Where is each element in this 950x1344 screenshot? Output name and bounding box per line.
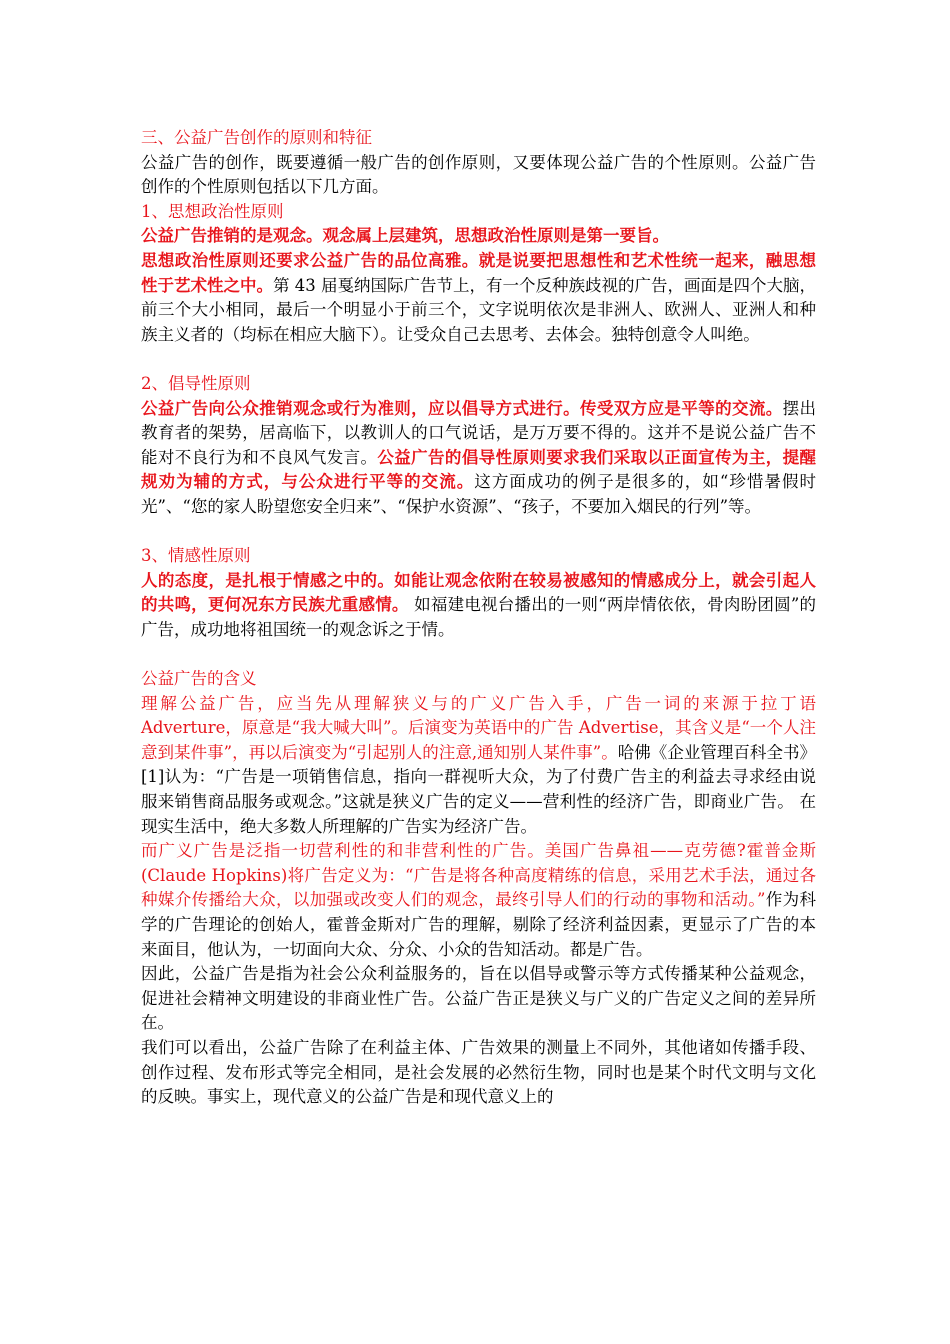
- spacer: [141, 520, 816, 545]
- principle-1-lead: 公益广告推销的是观念。观念属上层建筑，思想政治性原则是第一要旨。: [141, 226, 669, 246]
- principle-2-emphasis-1: 公益广告向公众推销观念或行为准则，应以倡导方式进行。传受双方应是平等的交流。: [141, 398, 783, 418]
- spacer: [141, 347, 816, 372]
- principle-3-paragraph: [141, 569, 816, 643]
- principle-2-heading: 2、倡导性原则: [141, 373, 251, 393]
- principle-2-paragraph: [141, 397, 816, 520]
- meaning-paragraph-4: 我们可以看出，公益广告除了在利益主体、广告效果的测量上不同外，其他诸如传播手段、创作过程、发布形式等完全相同，是社会发展的必然衍生物，同时也是某个时代文明与文化的反映。事实上，现代意义的公益广告是和现代意义上的: [141, 1037, 816, 1107]
- principle-3-heading: 3、情感性原则: [141, 546, 251, 566]
- principle-2-text-1: 摆出教育者的架势，居高临下，以教训人的口气说话，是万万要不得的。这并不是说公益广告不能对不良行为和不良风气发言。: [141, 398, 817, 467]
- principle-2-text-2: 这方面成功的例子是很多的，如“珍惜暑假时光”、“您的家人盼望您安全归来”、“保护水资源”、“孩子，不要加入烟民的行列”等。: [141, 472, 816, 516]
- document-page: [141, 126, 816, 1110]
- principle-1-heading: 1、思想政治性原则: [141, 201, 284, 221]
- meaning-text-2: 作为科学的广告理论的创始人，霍普金斯对广告的理解，剔除了经济利益因素，更显示了广告的本来面目，他认为，一切面向大众、分众、小众的告知活动。都是广告。: [141, 890, 817, 959]
- meaning-paragraph-3: 因此，公益广告是指为社会公众利益服务的，旨在以倡导或警示等方式传播某种公益观念，促进社会精神文明建设的非商业性广告。公益广告正是狭义与广义的广告定义之间的差异所在。: [141, 964, 816, 1033]
- meaning-paragraph-1: [141, 692, 816, 840]
- intro-paragraph: 公益广告的创作，既要遵循一般广告的创作原则，又要体现公益广告的个性原则。公益广告创作的个性原则包括以下几方面。: [141, 152, 816, 197]
- principle-1-emphasis: 思想政治性原则还要求公益广告的品位高雅。就是说要把思想性和艺术性统一起来，融思想性于艺术性之中。: [141, 250, 816, 295]
- spacer: [141, 642, 816, 667]
- meaning-text-1: 哈佛《企业管理百科全书》[1]认为：“广告是一项销售信息，指向一群视听大众，为了付费广告主的利益去寻求经由说服来销售商品服务或观念。”这就是狭义广告的定义——营利性的经济广告，即商业广告。 在现实生活中，绝大多数人所理解的广告实为经济广告。: [141, 742, 816, 836]
- section-heading: 三、公益广告创作的原则和特征: [141, 128, 372, 147]
- meaning-emphasis-2: 而广义广告是泛指一切营利性的和非营利性的广告。美国广告鼻祖——克劳德?霍普金斯(Claude Hopkins)将广告定义为：“广告是将各种高度精练的信息，采用艺术手法，通过各种媒介传播给大众，以加强或改变人们的观念，最终引导人们的行动的事物和活动。”: [141, 841, 816, 910]
- meaning-paragraph-2: [141, 839, 816, 962]
- principle-3-example: 如福建电视台播出的一则“两岸情依依，骨肉盼团圆”的广告，成功地将祖国统一的观念诉之于情。: [141, 595, 817, 639]
- principle-3-emphasis: 人的态度，是扎根于情感之中的。如能让观念依附在较易被感知的情感成分上，就会引起人的共鸣，更何况东方民族尤重感情。: [141, 570, 816, 615]
- meaning-emphasis-1: 理解公益广告，应当先从理解狭义与的广义广告入手，广告一词的来源于拉丁语 Adverture，原意是“我大喊大叫”。后演变为英语中的广告 Advertise，其含义是“一个人注意到某件事”，再以后演变为“引起别人的注意,通知别人某件事”。: [141, 693, 816, 762]
- principle-1-example: 第 43 届戛纳国际广告节上，有一个反种族歧视的广告，画面是四个大脑，前三个大小相同，最后一个明显小于前三个，文字说明依次是非洲人、欧洲人、亚洲人和种族主义者的（均标在相应大脑下）。让受众自己去思考、去体会。独特创意令人叫绝。: [141, 275, 816, 344]
- meaning-heading: 公益广告的含义: [141, 669, 257, 689]
- principle-2-emphasis-2: 公益广告的倡导性原则要求我们采取以正面宣传为主，提醒规劝为辅的方式，与公众进行平等的交流。: [141, 447, 817, 492]
- principle-1-paragraph: [141, 249, 816, 347]
